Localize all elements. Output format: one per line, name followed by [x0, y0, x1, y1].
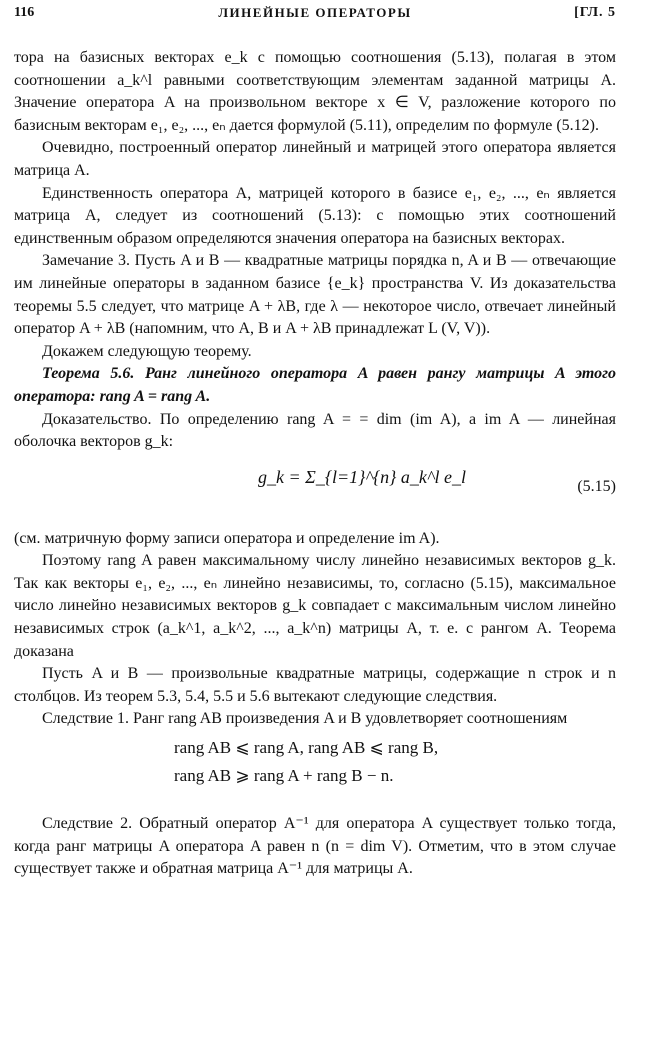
paragraph-1: тора на базисных векторах e_k с помощью соотношения (5.13), полагая в этом соотношении a_k^l равными соответствующим элементам заданной матрицы A. Значение оператора A на произвольном векторе x ∈ V, разложение которого по базисным векторам e₁, e₂, ..., eₙ дается формулой (5.11), определим по формуле (5.12).: [14, 49, 616, 134]
paragraph-matrices: Пусть A и B — произвольные квадратные матрицы, содержащие n строк и n столбцов. Из теорем 5.3, 5.4, 5.5 и 5.6 вытекают следующие следствия.: [14, 665, 616, 705]
body-text: [14, 47, 616, 881]
running-header: [14, 5, 616, 27]
formula-number: (5.15): [577, 477, 616, 495]
theorem-5-6: Теорема 5.6. Ранг линейного оператора A равен рангу матрицы A этого оператора: rang A = rang A.: [14, 365, 616, 405]
paragraph-proof-continued: Поэтому rang A равен максимальному числу линейно независимых векторов g_k. Так как векторы e₁, e₂, ..., eₙ линейно независимы, то, согласно (5.15), максимальное число линейно независимых векторов g_k совпадает с максимальным числом линейно независимых строк (a_k^1, a_k^2, ..., a_k^n) матрицы A, т. е. с рангом A. Теорема доказана: [14, 552, 616, 660]
chapter-label: [ГЛ. 5: [574, 5, 616, 20]
proof: Доказательство. По определению rang A = = dim (im A), а im A — линейная оболочка векторов g_k:: [14, 410, 616, 451]
corollary-2: Следствие 2. Обратный оператор A⁻¹ для оператора A существует только тогда, когда ранг матрицы A оператора A равен n (n = dim V). Отметим, что в этом случае существует также и обратная матрица A⁻¹ для матрицы A.: [14, 815, 616, 878]
remark-3: Замечание 3. Пусть A и B — квадратные матрицы порядка n, A и B — отвечающие им линейные операторы в заданном базисе {e_k} пространства V. Из доказательства теоремы 5.5 следует, что матрице A + λB, где λ — некоторое число, отвечает линейный оператор A + λB (напомним, что A, B и A + λB принадлежат L (V, V)).: [14, 252, 616, 338]
paragraph-after-formula: (см. матричную форму записи оператора и определение im A).: [14, 529, 440, 547]
corollary-1: Следствие 1. Ранг rang AB произведения A и B удовлетворяет соотношениям: [42, 710, 568, 728]
formula-5-15: [14, 454, 616, 528]
paragraph-5: Докажем следующую теорему.: [42, 342, 252, 360]
page-number: 116: [14, 5, 35, 20]
inequality-line-2: rang AB ⩾ rang A + rang B − n.: [174, 766, 394, 786]
corollary-1-formulas: [14, 731, 616, 801]
paragraph-3: Единственность оператора A, матрицей которого в базисе e₁, e₂, ..., eₙ является матрица A, следует из соотношений (5.13): с помощью этих соотношений единственным образом определяются значения оператора на базисных векторах.: [14, 184, 616, 247]
running-title: ЛИНЕЙНЫЕ ОПЕРАТОРЫ: [218, 5, 412, 20]
paragraph-2: Очевидно, построенный оператор линейный и матрицей этого оператора является матрица A.: [14, 139, 616, 179]
formula-expression: g_k = Σ_{l=1}^{n} a_k^l e_l: [258, 466, 466, 487]
inequality-line-1: rang AB ⩽ rang A, rang AB ⩽ rang B,: [174, 738, 439, 758]
